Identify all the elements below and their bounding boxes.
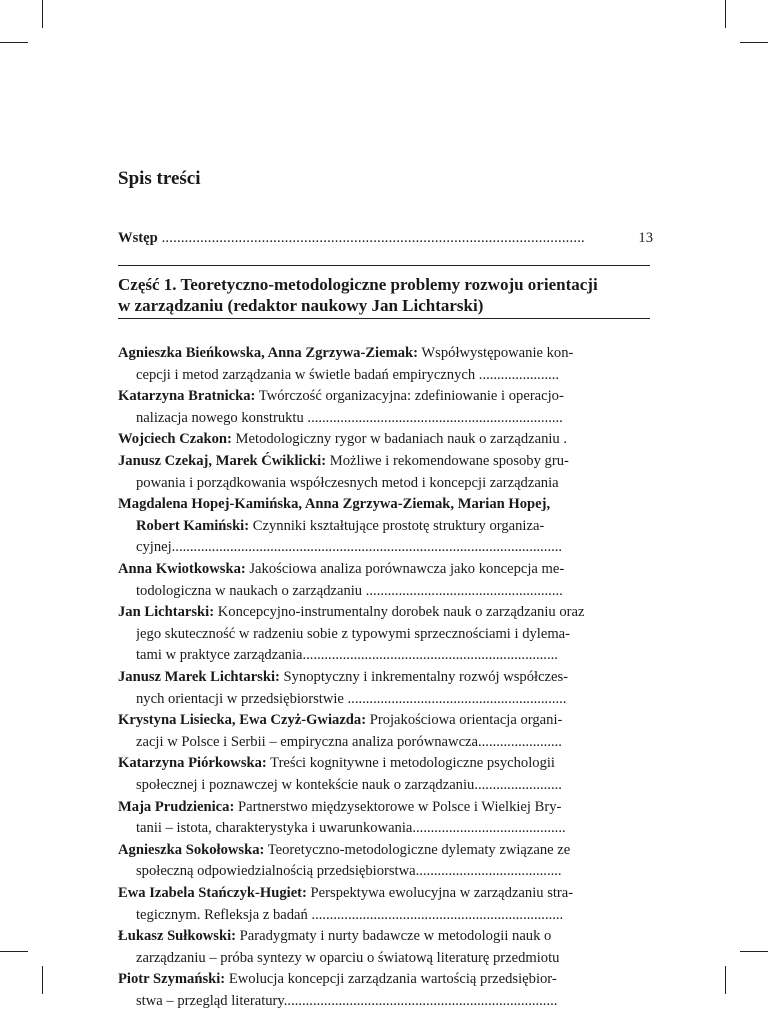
toc-entry-title: Paradygmaty i nurty badawcze w metodologii nauk o: [236, 928, 552, 945]
toc-entry-author: Agnieszka Sokołowska:: [118, 841, 265, 858]
crop-mark: [725, 0, 726, 28]
toc-entry-author: Krystyna Lisiecka, Ewa Czyż-Gwiazda:: [118, 712, 367, 729]
toc-entry-author: Robert Kamiński:: [136, 517, 250, 534]
toc-entry-line: [118, 968, 608, 990]
toc-entry-line: [118, 666, 608, 688]
toc-entry-author: Janusz Marek Lichtarski:: [118, 669, 280, 685]
toc-entry-title: stwa – przegląd literatury...........................................................................: [136, 993, 558, 1009]
toc-entry-title: Jakościowa analiza porównawcza jako koncepcja me-: [245, 561, 565, 577]
toc-entry-title: tanii – istota, charakterystyka i uwarunkowania..........................................: [136, 820, 566, 837]
crop-mark: [0, 42, 28, 43]
toc-entry-line: [118, 839, 608, 861]
toc-entry-author: Jan Lichtarski:: [118, 604, 215, 621]
part-heading-line1: Część 1. Teoretyczno-metodologiczne problemy rozwoju orientacji: [118, 275, 598, 294]
toc-entry-line: [136, 904, 608, 926]
toc-entry-line: [136, 623, 608, 645]
toc-entry-author: Katarzyna Bratnicka:: [118, 388, 256, 405]
toc-entry-title: nych orientacji w przedsiębiorstwie ............................................................: [136, 690, 567, 707]
toc-intro-label: Wstęp: [118, 230, 158, 246]
toc-entry-author: Anna Kwiotkowska:: [118, 561, 246, 577]
toc-entry-line: [136, 364, 608, 386]
toc-entry-title: Projakościowa orientacja organi-: [366, 712, 563, 729]
page-title: Spis treści: [118, 168, 201, 189]
toc-entry-line: [136, 536, 608, 558]
toc-entry-title: tegicznym. Refleksja z badań .....................................................................: [136, 906, 564, 923]
toc-entry-title: tami w praktyce zarządzania......................................................................: [136, 647, 558, 664]
toc-entry-author: Magdalena Hopej-Kamińska, Anna Zgrzywa-Ziemak, Marian Hopej,: [118, 496, 551, 513]
toc-entry-title: jego skuteczność w radzeniu sobie z typowymi sprzecznościami i dylema-: [136, 625, 571, 642]
toc-entry-title: zarządzaniu – próba syntezy w oparciu o światową literaturę przedmiotu: [136, 949, 560, 966]
part-heading-line2: w zarządzaniu (redaktor naukowy Jan Lichtarski): [118, 296, 484, 315]
toc-entry-title: Ewolucja koncepcji zarządzania wartością przedsiębior-: [225, 971, 557, 988]
toc-entry-title: społeczną odpowiedzialnością przedsiębiorstwa........................................: [136, 863, 562, 880]
toc-entry-line: [136, 731, 608, 753]
toc-entry-line: [136, 644, 608, 666]
toc-entry-title: Partnerstwo międzysektorowe w Polsce i Wielkiej Bry-: [234, 798, 562, 815]
toc-entry-title: Koncepcyjno-instrumentalny dorobek nauk o zarządzaniu oraz: [214, 604, 585, 621]
toc-entry-author: Łukasz Sułkowski:: [118, 928, 237, 945]
toc-entry-line: [118, 601, 608, 623]
toc-entry-title: Treści kognitywne i metodologiczne psychologii: [266, 755, 555, 772]
toc-entry-line: [118, 796, 608, 818]
toc-entry-line: [118, 709, 608, 731]
toc-entry-title: Współwystępowanie kon-: [418, 345, 574, 361]
toc-entry-line: [118, 450, 608, 472]
toc-entry-line: [118, 558, 608, 580]
toc-entry-line: [118, 752, 608, 774]
toc-entry-title: cyjnej...........................................................................................................: [136, 539, 563, 556]
toc-intro-page: 13: [638, 230, 653, 246]
toc-entry-author: Ewa Izabela Stańczyk-Hugiet:: [118, 885, 307, 901]
section-rule-top: [118, 265, 650, 266]
crop-mark: [42, 0, 43, 28]
crop-mark: [740, 951, 768, 952]
crop-mark: [725, 966, 726, 994]
toc-entry-line: [136, 688, 608, 710]
toc-entry-line: [118, 925, 608, 947]
toc-entry-title: cepcji i metod zarządzania w świetle badań empirycznych ......................: [136, 366, 560, 383]
section-rule-bottom: [118, 318, 650, 319]
toc-entry-author: Wojciech Czakon:: [118, 431, 232, 448]
toc-entry-title: Perspektywa ewolucyjna w zarządzaniu stra-: [306, 885, 574, 901]
toc-entry-author: Piotr Szymański:: [118, 971, 226, 988]
toc-entry-title: Metodologiczny rygor w badaniach nauk o zarządzaniu .: [231, 431, 568, 448]
toc-entry-line: [136, 860, 608, 882]
toc-entry-line: [136, 774, 608, 796]
toc-entry-line: [136, 515, 608, 537]
toc-entry-author: Agnieszka Bieńkowska, Anna Zgrzywa-Ziemak:: [118, 345, 419, 361]
toc-entry-author: Katarzyna Piórkowska:: [118, 755, 267, 772]
toc-entry-author: Janusz Czekaj, Marek Ćwiklicki:: [118, 453, 327, 469]
crop-mark: [740, 42, 768, 43]
toc-entry-title: nalizacja nowego konstruktu ......................................................................: [136, 409, 563, 426]
toc-entry-title: społecznej i poznawczej w kontekście nauk o zarządzaniu........................: [136, 777, 562, 793]
toc-intro: [118, 227, 608, 249]
crop-mark: [42, 966, 43, 994]
toc-entry-line: [136, 580, 608, 602]
toc-entry-title: Możliwe i rekomendowane sposoby gru-: [326, 453, 569, 469]
toc-entry-line: [118, 342, 608, 364]
dot-leader: ..............................................................................................................: [157, 230, 585, 246]
toc-entry-line: [136, 407, 608, 429]
toc-entry-title: Czynniki kształtujące prostotę struktury organiza-: [249, 517, 545, 534]
toc-entry-line: [136, 990, 608, 1012]
toc-entry-line: [118, 385, 608, 407]
toc-entry-line: [136, 947, 608, 969]
toc-entry-line: [136, 817, 608, 839]
toc-entry-title: zacji w Polsce i Serbii – empiryczna analiza porównawcza.......................: [136, 733, 562, 750]
toc-entry-title: powania i porządkowania współczesnych metod i koncepcji zarządzania: [136, 474, 559, 491]
toc-entry-line: [118, 493, 608, 515]
toc-entry-title: Teoretyczno-metodologiczne dylematy związane ze: [264, 841, 571, 858]
toc-entry-title: todologiczna w naukach o zarządzaniu ......................................................: [136, 582, 563, 599]
toc-entry-line: [136, 472, 608, 494]
crop-mark: [0, 951, 28, 952]
toc-entry-line: [118, 882, 608, 904]
toc-entry-title: Synoptyczny i inkrementalny rozwój współczes-: [279, 669, 569, 685]
toc-entry-line: [118, 428, 608, 450]
toc-entry-author: Maja Prudzienica:: [118, 798, 235, 815]
toc-entry-title: Twórczość organizacyjna: zdefiniowanie i operacjo-: [255, 388, 564, 405]
